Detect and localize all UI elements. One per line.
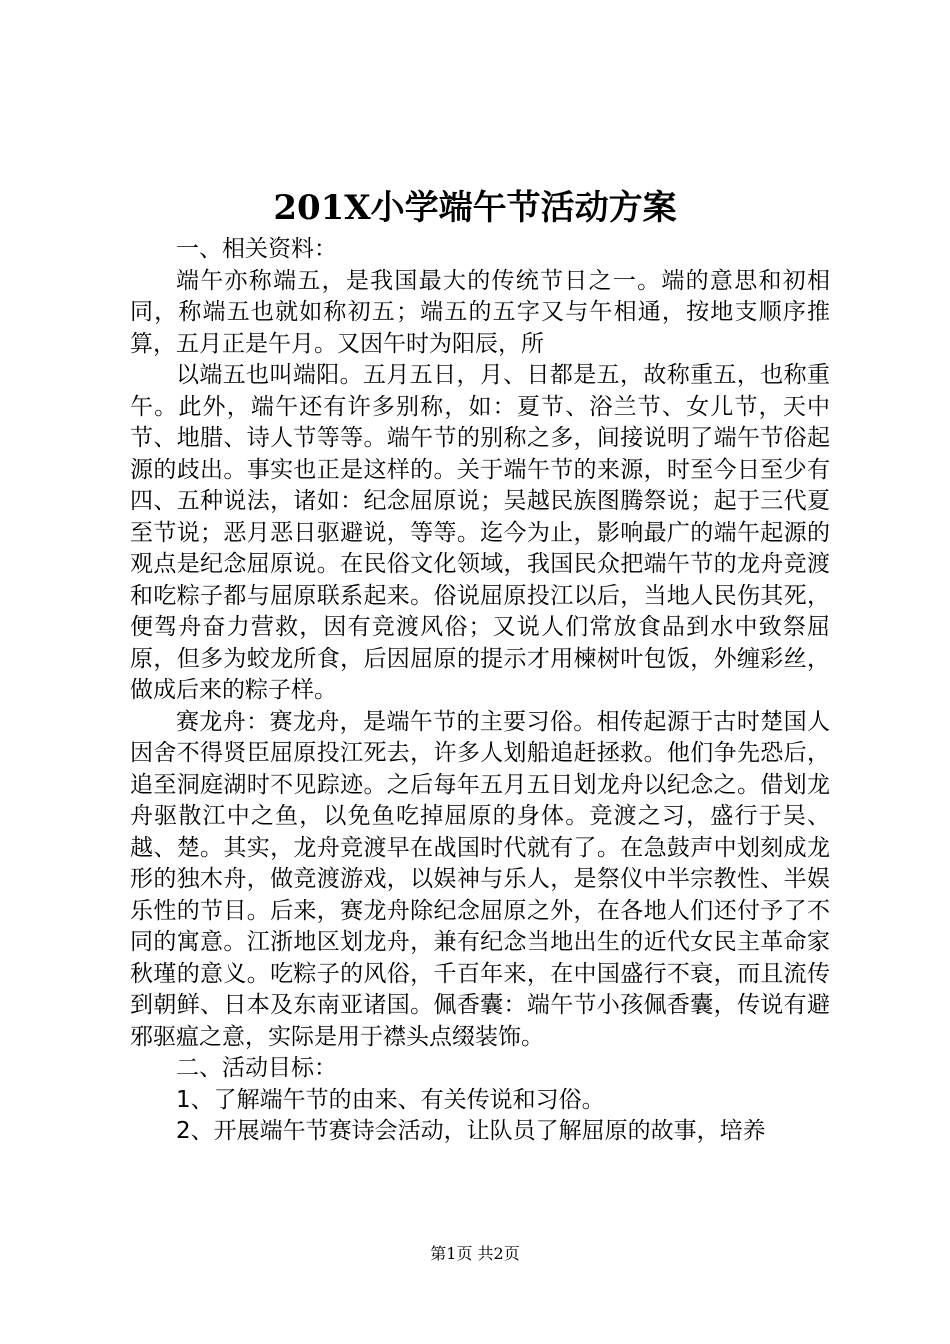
document-title: 201X小学端午节活动方案 xyxy=(273,188,677,228)
page-footer: 第1页 共2页 xyxy=(430,1244,520,1263)
goal-item-1: 1、了解端午节的由来、有关传说和习俗。 xyxy=(176,1086,605,1113)
section-heading-goals: 二、活动目标： xyxy=(176,1055,337,1081)
section-heading-materials: 一、相关资料： xyxy=(176,236,337,262)
goal-item-2: 2、开展端午节赛诗会活动，让队员了解屈原的故事，培养 xyxy=(176,1118,766,1144)
document-body xyxy=(130,234,830,1148)
paragraph-dragon-boat: 赛龙舟：赛龙舟，是端午节的主要习俗。相传起源于古时楚国人因舍不得贤臣屈原投江死去，许多人划船追赶拯救。他们争先恐后，追至洞庭湖时不见踪迹。之后每年五月五日划龙舟以纪念之。借划龙舟驱散江中之鱼，以免鱼吃掉屈原的身体。竞渡之习，盛行于吴、越、楚。其实，龙舟竞渡早在战国时代就有了。在急鼓声中划刻成龙形的独木舟，做竞渡游戏，以娱神与乐人，是祭仪中半宗教性、半娱乐性的节目。后来，赛龙舟除纪念屈原之外，在各地人们还付予了不同的寓意。江浙地区划龙舟，兼有纪念当地出生的近代女民主革命家秋瑾的意义。吃粽子的风俗，千百年来，在中国盛行不衰，而且流传到朝鲜、日本及东南亚诸国。佩香囊：端午节小孩佩香囊，传说有避邪驱瘟之意，实际是用于襟头点缀装饰。 xyxy=(130,708,830,1050)
paragraph-duanwu-intro: 端午亦称端五，是我国最大的传统节日之一。端的意思和初相同，称端五也就如称初五；端五的五字又与午相通，按地支顺序推算，五月正是午月。又因午时为阳辰，所 xyxy=(130,267,830,357)
paragraph-duanwu-origin: 以端五也叫端阳。五月五日，月、日都是五，故称重五，也称重午。此外，端午还有许多别称，如：夏节、浴兰节、女儿节，天中节、地腊、诗人节等等。端午节的别称之多，间接说明了端午节俗起源的歧出。事实也正是这样的。关于端午节的来源，时至今日至少有四、五种说法，诸如：纪念屈原说；吴越民族图腾祭说；起于三代夏至节说；恶月恶日驱避说，等等。迄今为止，影响最广的端午起源的观点是纪念屈原说。在民俗文化领域，我国民众把端午节的龙舟竞渡和吃粽子都与屈原联系起来。俗说屈原投江以后，当地人民伤其死，便驾舟奋力营救，因有竞渡风俗；又说人们常放食品到水中致祭屈原，但多为蛟龙所食，后因屈原的提示才用楝树叶包饭，外缠彩丝，做成后来的粽子样。 xyxy=(130,362,830,703)
